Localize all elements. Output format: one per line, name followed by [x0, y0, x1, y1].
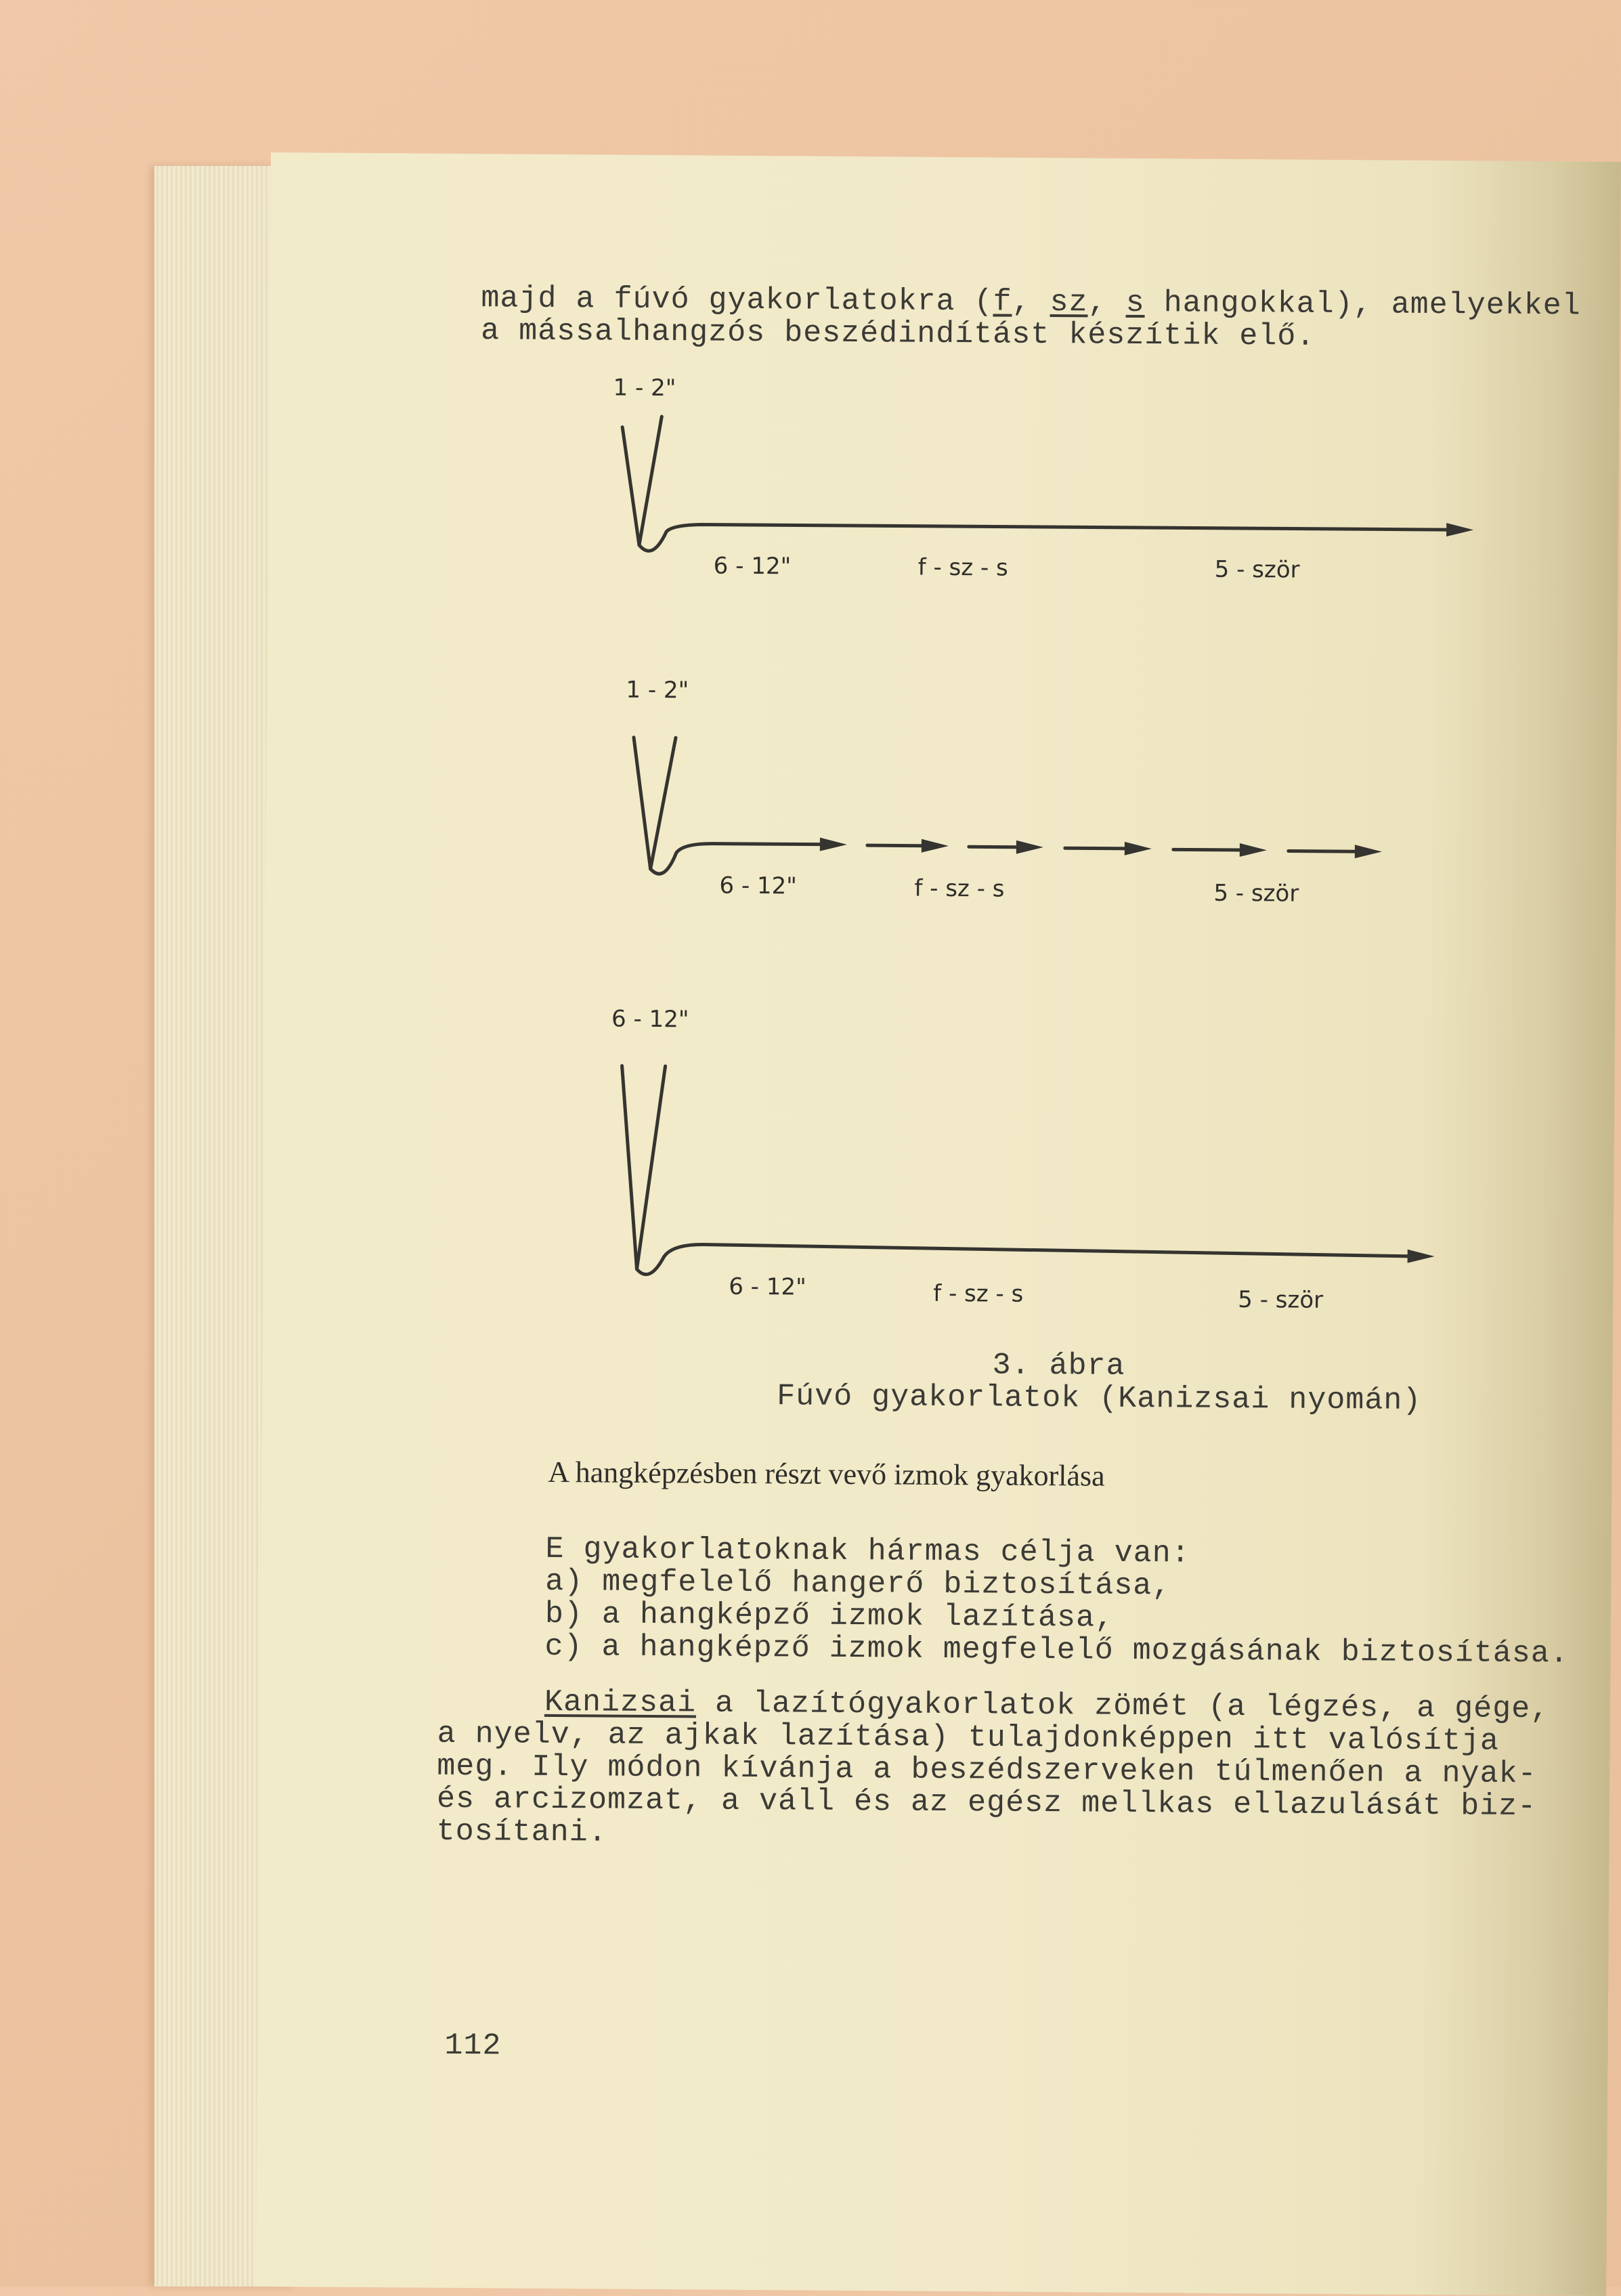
intro-text-b: hangokkal), amelyekkel	[1145, 286, 1581, 323]
figure-number: 3. ábra	[992, 1349, 1125, 1382]
paragraph-line-3: meg. Ily módon kívánja a beszédszerveken túlmenően a nyak-	[437, 1751, 1537, 1791]
fig3-diagram	[256, 152, 1621, 2296]
paragraph-line-1-rest: a lazítógyakorlatok zömét (a légzés, a gége,	[696, 1686, 1550, 1726]
fig1-sounds-label: f - sz - s	[918, 554, 1008, 582]
author-name: Kanizsai	[544, 1685, 696, 1721]
fig3-sounds-label: f - sz - s	[933, 1280, 1023, 1308]
fig2-reps-label: 5 - ször	[1213, 880, 1299, 908]
fig3-reps-label: 5 - ször	[1238, 1286, 1323, 1314]
fig3-pause-label: 6 - 12"	[729, 1273, 806, 1301]
fig3-arrow-head	[1408, 1250, 1435, 1263]
intro-line-2: a mássalhangzós beszédindítást készítik elő.	[481, 315, 1316, 354]
fig2-time-label: 1 - 2"	[626, 677, 689, 704]
section-heading: A hangképzésben részt vevő izmok gyakorlása	[548, 1455, 1105, 1493]
list-item-b: b) a hangképző izmok lazítása,	[545, 1598, 1114, 1635]
sound-s: s	[1125, 286, 1144, 320]
sound-f: f	[993, 284, 1012, 319]
list-item-c: c) a hangképző izmok megfelelő mozgásának biztosítása.	[544, 1631, 1569, 1671]
fig3-curve-line	[636, 1066, 1408, 1280]
paragraph-line-2: a nyelv, az ajkak lazítása) tulajdonképpen itt valósítja	[437, 1718, 1500, 1758]
list-item-a: a) megfelelő hangerő biztosítása,	[545, 1566, 1171, 1602]
comma-2: ,	[1087, 285, 1125, 320]
figure-caption: Fúvó gyakorlatok (Kanizsai nyomán)	[777, 1380, 1421, 1418]
fig2-sounds-label: f - sz - s	[914, 875, 1004, 903]
comma-1: ,	[1012, 285, 1050, 320]
book-page	[256, 152, 1621, 2296]
paragraph-line-5: tosítani.	[437, 1816, 607, 1850]
intro-text-a: majd a fúvó gyakorlatokra (	[481, 281, 993, 319]
paragraph-line-4: és arcizomzat, a váll és az egész mellkas ellazulását biz-	[437, 1783, 1537, 1823]
fig2-pause-label: 6 - 12"	[719, 872, 797, 900]
sound-sz: sz	[1050, 285, 1087, 320]
fig3-time-label: 6 - 12"	[611, 1006, 689, 1034]
fig1-time-label: 1 - 2"	[613, 375, 676, 402]
page-number: 112	[444, 2030, 501, 2063]
fig1-pause-label: 6 - 12"	[714, 553, 792, 580]
list-intro: E gyakorlatoknak hármas célja van:	[545, 1533, 1190, 1571]
fig3-v-left	[621, 1066, 639, 1269]
fig1-reps-label: 5 - ször	[1215, 556, 1300, 584]
